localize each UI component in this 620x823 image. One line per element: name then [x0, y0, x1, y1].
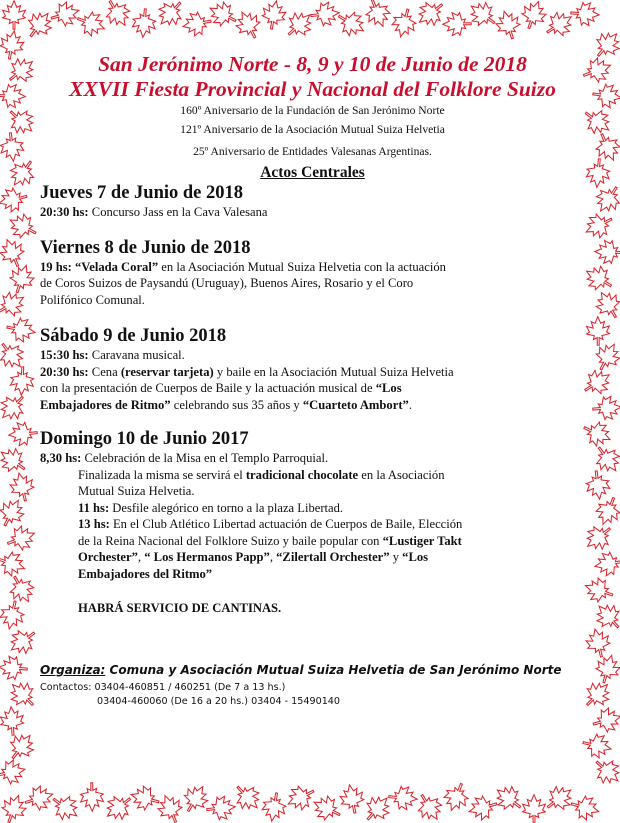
- contacts-line-2: 03404-460060 (De 16 a 20 hs.) 03404 - 15490140: [97, 696, 341, 707]
- thursday-block: [40, 182, 585, 221]
- maple-leaf-icon: [441, 780, 472, 815]
- maple-leaf-icon: [22, 783, 56, 813]
- maple-leaf-icon: [590, 441, 620, 477]
- maple-leaf-icon: [0, 656, 28, 681]
- maple-leaf-icon: [10, 366, 34, 396]
- maple-leaf-icon: [0, 706, 24, 736]
- band-name: Embajadores de Ritmo”: [40, 397, 171, 412]
- maple-leaf-icon: [5, 316, 37, 344]
- maple-leaf-icon: [101, 790, 137, 823]
- event-text: .: [408, 397, 412, 412]
- maple-leaf-icon: [232, 7, 265, 43]
- band-name: “Los: [375, 381, 402, 395]
- maple-leaf-icon: [205, 0, 241, 31]
- time-label: 20:30 hs:: [40, 205, 89, 219]
- maple-leaf-icon: [0, 29, 26, 61]
- sunday-event-1-line-3: Mutual Suiza Helvetia.: [78, 484, 195, 498]
- maple-leaf-icon: [48, 0, 82, 29]
- maple-leaf-icon: [100, 0, 134, 31]
- event-text: Finalizada la misma se servirá el: [78, 467, 246, 482]
- contacts-line-1: Contactos: 03404-460851 / 460251 (De 7 a 13 hs.): [40, 681, 286, 693]
- event-text: y baile en la Asociación Mutual Suiza Helvetia: [213, 364, 454, 379]
- maple-leaf-icon: [518, 0, 549, 32]
- anniversary-line-1: 160º Aniversario de la Fundación de San Jerónimo Norte: [180, 104, 445, 117]
- maple-leaf-icon: [585, 158, 610, 188]
- sunday-event-1-line-2: [78, 467, 585, 484]
- thursday-heading: Jueves 7 de Junio de 2018: [40, 183, 244, 203]
- maple-leaf-icon: [541, 7, 577, 42]
- maple-leaf-icon: [5, 571, 39, 607]
- band-name: Orchester”: [78, 550, 138, 564]
- maple-leaf-icon: [591, 129, 620, 164]
- sunday-event-3-line-3: [78, 549, 585, 566]
- event-text: Concurso Jass en la Cava Valesana: [88, 205, 268, 219]
- event-text: Celebración de la Misa en el Templo Parroquial.: [81, 451, 329, 465]
- time-label: 11 hs:: [78, 500, 110, 515]
- flyer-content: [40, 52, 585, 710]
- maple-leaf-icon: [491, 781, 527, 816]
- maple-leaf-icon: [0, 389, 31, 425]
- maple-leaf-icon: [0, 599, 26, 632]
- event-text: Cena: [88, 364, 121, 379]
- maple-leaf-icon: [283, 781, 319, 814]
- time-label: 15:30 hs:: [40, 348, 89, 362]
- maple-leaf-icon: [0, 548, 28, 579]
- event-text: y: [389, 550, 403, 564]
- maple-leaf-icon: [362, 0, 394, 31]
- maple-leaf-icon: [80, 783, 103, 812]
- maple-leaf-icon: [154, 791, 186, 823]
- anniversary-line-2: 121º Aniversario de la Asociación Mutual Suiza Helvetia: [180, 123, 445, 136]
- event-text: ,: [137, 550, 145, 564]
- cantinas-text: HABRÁ SERVICIO DE CANTINAS.: [78, 601, 282, 615]
- maple-leaf-icon: [0, 495, 28, 531]
- maple-leaf-icon: [0, 235, 28, 270]
- time-label: 8,30 hs:: [40, 451, 82, 465]
- section-title: Actos Centrales: [260, 164, 365, 181]
- event-highlight: (reservar tarjeta): [120, 364, 214, 379]
- event-title-festival: XXVII Fiesta Provincial y Nacional del Folklore Suizo: [69, 77, 556, 101]
- maple-leaf-icon: [591, 181, 620, 217]
- maple-leaf-icon: [390, 6, 419, 39]
- maple-leaf-icon: [590, 705, 620, 735]
- sunday-event-3: [78, 516, 585, 533]
- event-text: En el Club Atlético Libertad actuación de Cuerpos de Baile, Elección: [109, 517, 463, 531]
- maple-leaf-icon: [4, 523, 39, 554]
- anniversary-line-3: 25º Aniversario de Entidades Valesanas Argentinas.: [193, 145, 432, 158]
- maple-leaf-icon: [3, 103, 39, 139]
- maple-leaf-icon: [581, 731, 614, 760]
- maple-leaf-icon: [0, 132, 25, 163]
- saturday-block: [40, 325, 585, 413]
- maple-leaf-icon: [413, 0, 449, 31]
- maple-leaf-icon: [333, 6, 369, 40]
- maple-leaf-icon: [388, 785, 418, 810]
- maple-leaf-icon: [465, 0, 501, 32]
- friday-event-line-2: de Coros Suizos de Paysandú (Uruguay), Buenos Aires, Rosario y el Coro: [40, 276, 414, 290]
- saturday-event-1: [40, 347, 585, 364]
- band-name: “Zilertall Orchester”: [276, 550, 390, 564]
- maple-leaf-icon: [568, 793, 602, 823]
- maple-leaf-icon: [0, 287, 29, 321]
- saturday-event-2: [40, 364, 585, 381]
- sunday-block: [40, 428, 585, 617]
- sunday-event-1: [40, 450, 585, 467]
- event-name: “Velada Coral”: [71, 259, 159, 274]
- maple-leaf-icon: [206, 795, 237, 821]
- event-text: Desfile alegórico en torno a la plaza Libertad.: [109, 500, 344, 515]
- thursday-event: [40, 204, 585, 221]
- maple-leaf-icon: [581, 261, 617, 295]
- sunday-heading: Domingo 10 de Junio 2017: [40, 429, 249, 449]
- maple-leaf-icon: [153, 0, 189, 32]
- event-text: en la Asociación: [358, 467, 445, 482]
- maple-leaf-icon: [260, 791, 287, 823]
- friday-event-line-3: Polifónico Comunal.: [40, 292, 145, 307]
- maple-leaf-icon: [582, 575, 616, 606]
- maple-leaf-icon: [589, 753, 620, 789]
- saturday-heading: Sábado 9 de Junio 2018: [40, 326, 227, 346]
- event-text: Caravana musical.: [88, 348, 185, 362]
- maple-leaf-icon: [6, 262, 37, 296]
- maple-leaf-icon: [0, 758, 27, 786]
- maple-leaf-icon: [591, 83, 620, 110]
- maple-leaf-icon: [541, 781, 577, 816]
- maple-leaf-icon: [581, 209, 617, 242]
- maple-leaf-icon: [4, 729, 39, 765]
- maple-leaf-icon: [229, 779, 265, 815]
- saturday-event-2-line-3: [40, 397, 585, 414]
- maple-leaf-icon: [591, 598, 620, 634]
- maple-leaf-icon: [3, 1, 26, 30]
- maple-leaf-icon: [5, 210, 41, 243]
- maple-leaf-icon: [580, 520, 616, 556]
- maple-leaf-icon: [181, 10, 213, 38]
- maple-leaf-icon: [47, 790, 83, 823]
- maple-leaf-icon: [466, 793, 500, 823]
- maple-leaf-icon: [592, 494, 620, 529]
- maple-leaf-icon: [570, 2, 600, 27]
- friday-block: [40, 237, 585, 309]
- maple-leaf-icon: [74, 8, 109, 39]
- maple-leaf-icon: [131, 8, 156, 38]
- saturday-event-2-line-2: [40, 380, 585, 397]
- maple-leaf-icon: [22, 7, 57, 43]
- cantinas-notice: [78, 600, 585, 617]
- event-title-dates: San Jerónimo Norte - 8, 9 y 10 de Junio de 2018: [98, 52, 527, 76]
- maple-leaf-icon: [0, 84, 26, 108]
- time-label: 19 hs:: [40, 259, 72, 274]
- maple-leaf-icon: [5, 155, 40, 191]
- maple-leaf-icon: [338, 783, 366, 815]
- event-highlight: tradicional chocolate: [245, 467, 359, 482]
- maple-leaf-icon: [523, 795, 546, 823]
- band-name: “Lustiger Takt: [382, 533, 462, 548]
- maple-leaf-icon: [443, 12, 472, 35]
- friday-event: [40, 259, 585, 276]
- maple-leaf-icon: [3, 53, 39, 89]
- maple-leaf-icon: [310, 1, 341, 27]
- maple-leaf-icon: [281, 7, 317, 43]
- maple-leaf-icon: [589, 26, 620, 62]
- time-label: 13 hs:: [78, 517, 110, 531]
- maple-leaf-icon: [128, 784, 161, 813]
- event-text: en la Asociación Mutual Suiza Helvetia con la actuación: [158, 259, 446, 274]
- sunday-event-3-line-2: [78, 533, 585, 550]
- sunday-event-2: [78, 500, 585, 517]
- maple-leaf-icon: [8, 470, 37, 503]
- organizer-line: [40, 663, 585, 677]
- maple-leaf-icon: [591, 339, 620, 375]
- maple-leaf-icon: [8, 421, 38, 446]
- maple-leaf-icon: [359, 790, 395, 823]
- band-name: Embajadores del Ritmo”: [78, 566, 213, 581]
- maple-leaf-icon: [260, 0, 287, 31]
- event-text: de la Reina Nacional del Folklore Suizo y baile popular con: [78, 533, 383, 548]
- maple-leaf-icon: [591, 287, 620, 323]
- band-name: “Los: [402, 550, 429, 564]
- maple-leaf-icon: [0, 337, 29, 373]
- maple-leaf-icon: [5, 677, 41, 713]
- friday-heading: Viernes 8 de Junio de 2018: [40, 237, 251, 258]
- maple-leaf-icon: [309, 792, 345, 823]
- maple-leaf-icon: [0, 792, 29, 823]
- maple-leaf-icon: [586, 317, 609, 346]
- maple-leaf-icon: [412, 789, 446, 823]
- maple-leaf-icon: [592, 396, 620, 421]
- band-name: “ Los Hermanos Papp”: [144, 550, 270, 564]
- maple-leaf-icon: [0, 185, 30, 214]
- event-text: con la presentación de Cuerpos de Baile y la actuación musical de: [40, 381, 376, 395]
- organizer-text: Comuna y Asociación Mutual Suiza Helvetia de San Jerónimo Norte: [105, 662, 562, 677]
- maple-leaf-icon: [0, 443, 31, 478]
- time-label: 20:30 hs:: [40, 364, 89, 379]
- maple-leaf-icon: [593, 550, 620, 577]
- maple-leaf-icon: [5, 624, 41, 659]
- event-text: ,: [269, 550, 277, 564]
- maple-leaf-icon: [594, 240, 620, 264]
- maple-leaf-icon: [584, 626, 613, 659]
- maple-leaf-icon: [493, 8, 523, 42]
- maple-leaf-icon: [593, 652, 620, 686]
- maple-leaf-icon: [178, 781, 212, 817]
- organizer-label: Organiza:: [40, 662, 106, 677]
- band-name: “Cuarteto Ambort”: [302, 397, 409, 412]
- sunday-event-3-line-4: [78, 566, 585, 583]
- maple-leaf-icon: [585, 470, 611, 501]
- event-text: celebrando sus 35 años y: [170, 397, 303, 412]
